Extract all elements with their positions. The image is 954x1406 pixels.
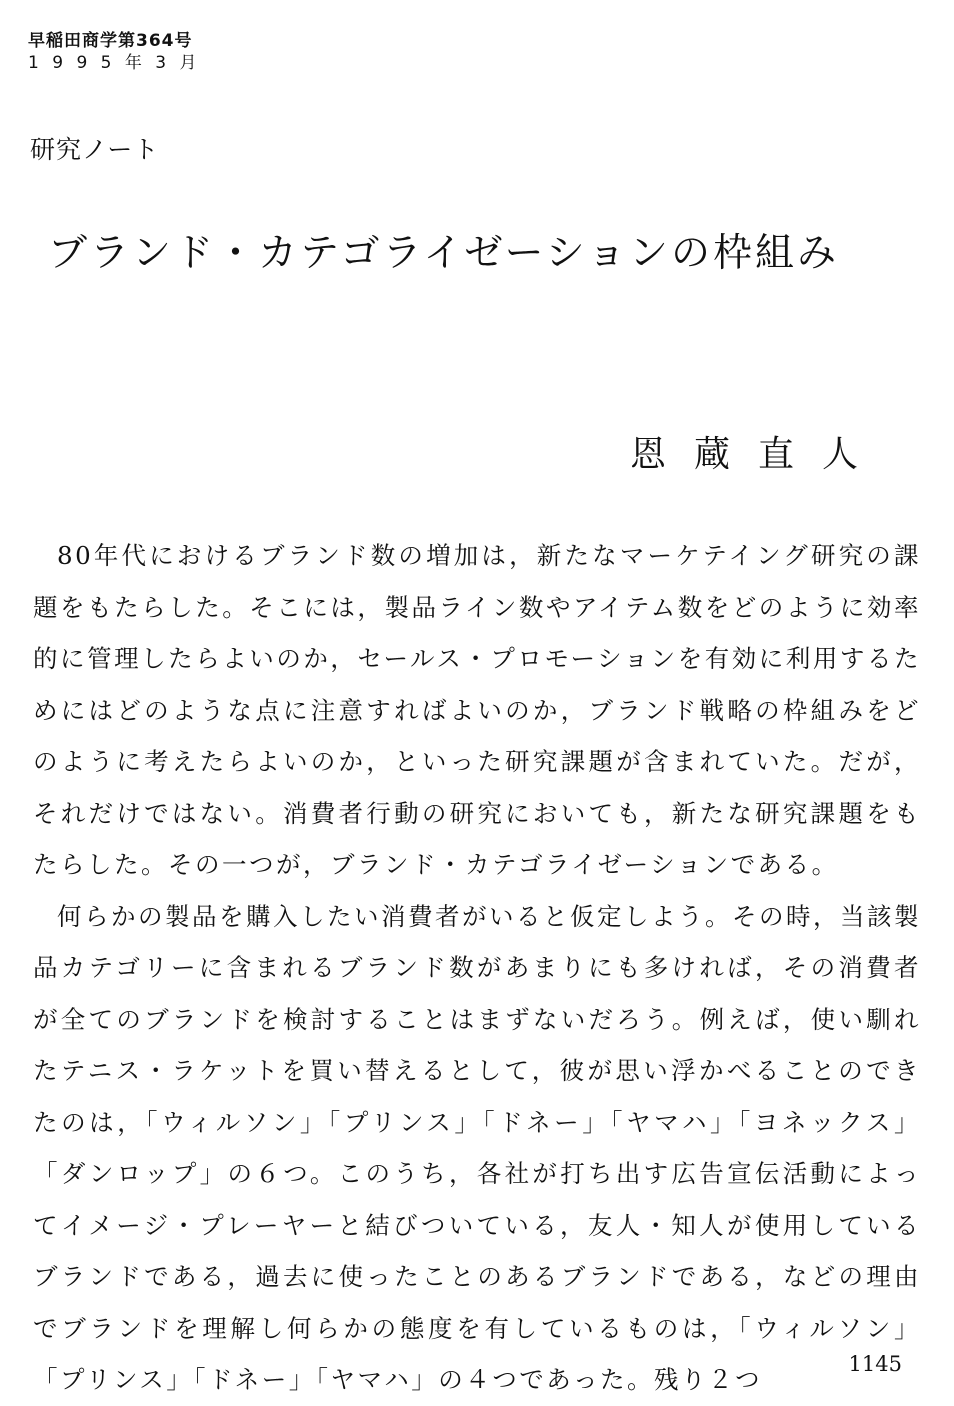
article-body bbox=[33, 530, 921, 1406]
paragraph: 80年代におけるブランド数の増加は，新たなマーケテイング研究の課題をもたらした。そこには，製品ライン数やアイテム数をどのように効率的に管理したらよいのか，セールス・プロモーションを有効に利用するためにはどのような点に注意すればよいのか，ブランド戦略の枠組みをどのように考えたらよいのか，といった研究課題が含まれていた。だが，それだけではない。消費者行動の研究においても，新たな研究課題をもたらした。その一つが，ブランド・カテゴライゼーションである。 bbox=[33, 541, 921, 879]
issue-date: 1 9 9 5 年 3 月 bbox=[28, 53, 201, 73]
author-name: 恩蔵直人 bbox=[629, 434, 886, 475]
journal-name: 早稲田商学第364号 bbox=[28, 31, 193, 51]
page-number: 1145 bbox=[848, 1352, 902, 1376]
journal-header bbox=[28, 30, 201, 74]
section-label: 研究ノート bbox=[30, 135, 160, 164]
paragraph: 何らかの製品を購入したい消費者がいると仮定しよう。その時，当該製品カテゴリーに含まれるブランド数があまりにも多ければ，その消費者が全てのブランドを検討することはまずないだろう。例えば，使い馴れたテニス・ラケットを買い替えるとして，彼が思い浮かべることのできたのは，「ウィルソン」「プリンス」「ドネー」「ヤマハ」「ヨネックス」「ダンロップ」の６つ。このうち，各社が打ち出す広告宣伝活動によってイメージ・プレーヤーと結びついている，友人・知人が使用しているブランドである，過去に使ったことのあるブランドである，などの理由でブランドを理解し何らかの態度を有しているものは，「ウィルソン」「プリンス」「ドネー」「ヤマハ」の４つであった。残り２つ bbox=[33, 901, 921, 1394]
article-title: ブランド・カテゴライゼーションの枠組み bbox=[48, 231, 839, 276]
